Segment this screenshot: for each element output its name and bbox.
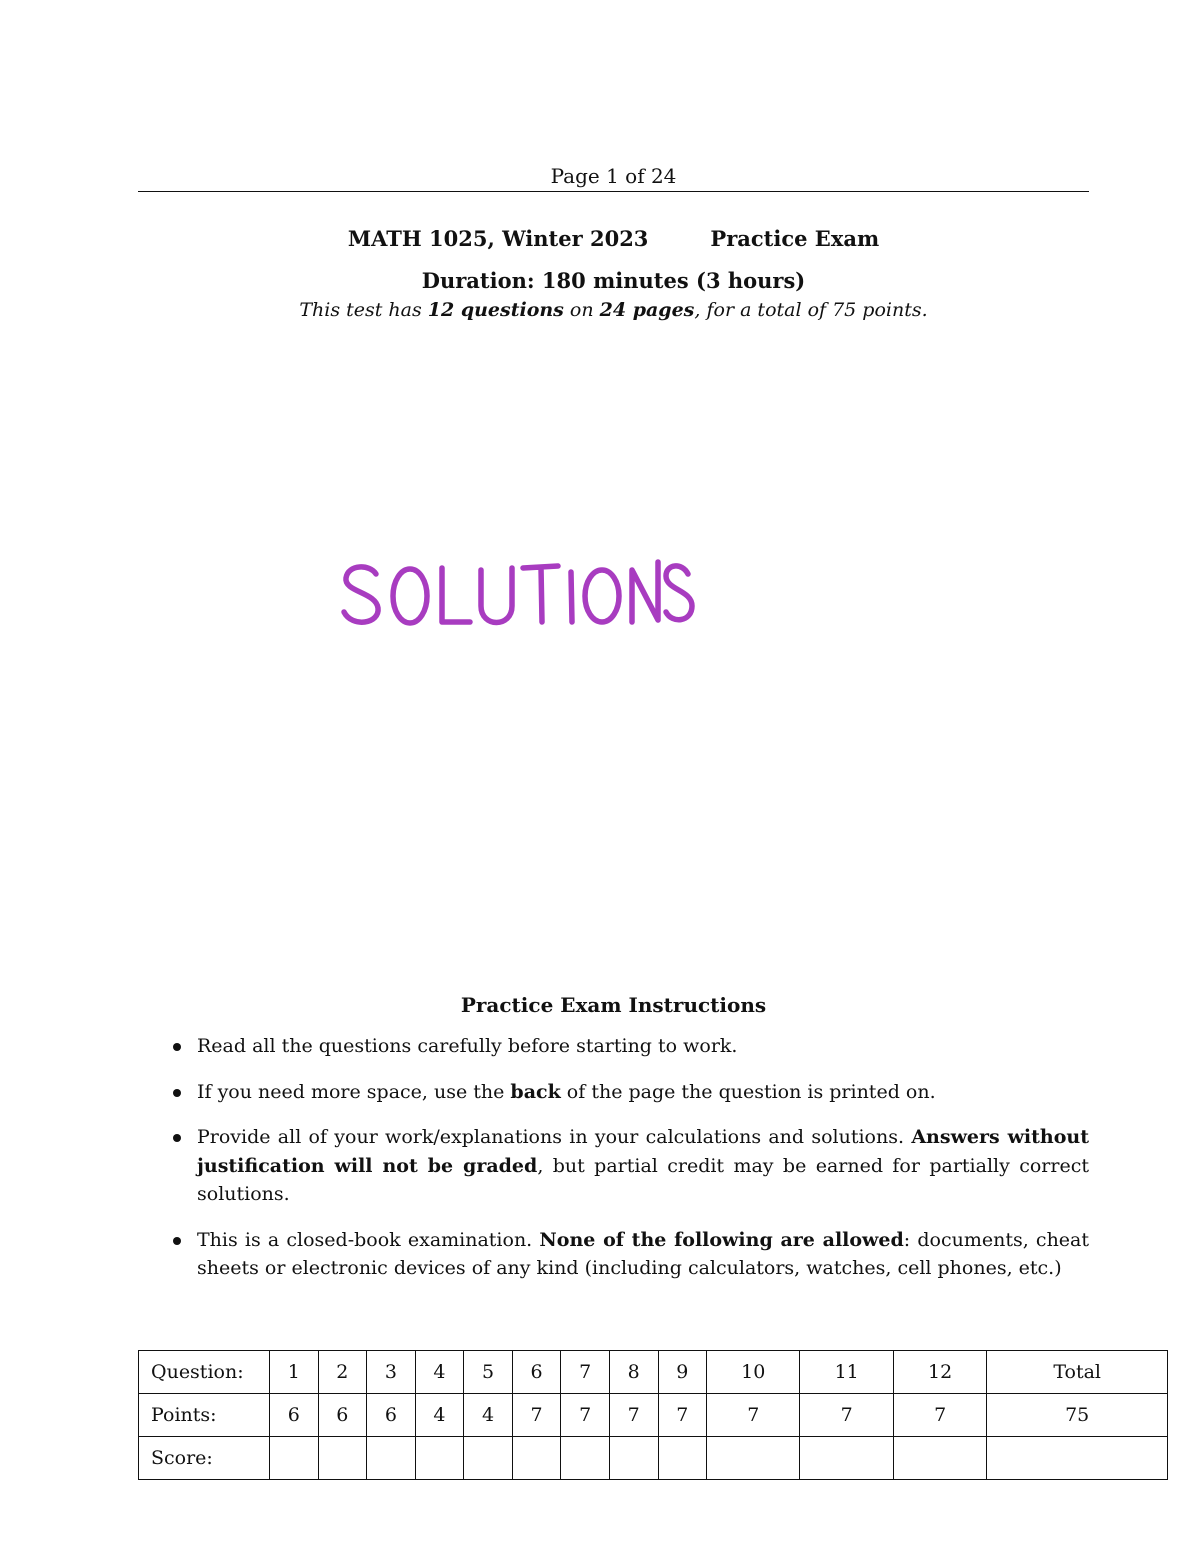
instruction-item: This is a closed-book examination. None of the following are allowed: documents, cheat sheets or electronic devices of any kind (including calculators, watches, cell phones, etc.)	[170, 1226, 1089, 1283]
points-cell: 7	[609, 1394, 658, 1437]
exam-duration: Duration: 180 minutes (3 hours)	[421, 268, 806, 293]
question-number: 3	[367, 1351, 416, 1394]
question-number: 12	[893, 1351, 986, 1394]
score-cell	[270, 1437, 319, 1480]
score-cell	[464, 1437, 513, 1480]
instruction-item: Provide all of your work/explanations in your calculations and solutions. Answers without justification will not be graded, but partial credit may be earned for partially correct solutions.	[170, 1123, 1089, 1209]
question-number: 5	[464, 1351, 513, 1394]
score-cell	[707, 1437, 800, 1480]
question-number: 7	[561, 1351, 610, 1394]
points-cell: 7	[561, 1394, 610, 1437]
question-number: 9	[658, 1351, 707, 1394]
bullet-icon	[173, 1043, 181, 1051]
score-cell	[800, 1437, 893, 1480]
row-label: Points:	[139, 1394, 270, 1437]
points-cell: 4	[415, 1394, 464, 1437]
points-cell: 7	[707, 1394, 800, 1437]
points-cell: 7	[512, 1394, 561, 1437]
score-cell	[415, 1437, 464, 1480]
points-total: 75	[987, 1394, 1168, 1437]
score-row	[139, 1437, 1168, 1480]
handwritten-solutions-stamp	[336, 548, 702, 634]
instructions-title: Practice Exam Instructions	[460, 993, 767, 1017]
exam-type: Practice Exam	[710, 226, 880, 251]
score-total	[987, 1437, 1168, 1480]
points-cell: 7	[658, 1394, 707, 1437]
score-cell	[561, 1437, 610, 1480]
row-label: Score:	[139, 1437, 270, 1480]
question-number: 8	[609, 1351, 658, 1394]
bullet-icon	[173, 1134, 181, 1142]
page-indicator: Page 1 of 24	[550, 164, 677, 188]
question-number: 2	[318, 1351, 367, 1394]
question-number: 4	[415, 1351, 464, 1394]
bullet-icon	[173, 1237, 181, 1245]
question-total-header: Total	[987, 1351, 1168, 1394]
instruction-item: If you need more space, use the back of the page the question is printed on.	[170, 1078, 1089, 1107]
points-cell: 7	[800, 1394, 893, 1437]
bullet-icon	[173, 1089, 181, 1097]
grade-table	[138, 1350, 1168, 1480]
points-cell: 6	[367, 1394, 416, 1437]
question-row	[139, 1351, 1168, 1394]
score-cell	[512, 1437, 561, 1480]
points-cell: 6	[270, 1394, 319, 1437]
course-name: MATH 1025, Winter 2023	[347, 226, 649, 251]
points-cell: 7	[893, 1394, 986, 1437]
instructions-list	[170, 1032, 1089, 1300]
score-cell	[609, 1437, 658, 1480]
score-cell	[893, 1437, 986, 1480]
instruction-item: Read all the questions carefully before starting to work.	[170, 1032, 1089, 1061]
exam-summary: This test has 12 questions on 24 pages, for a total of 75 points.	[299, 299, 928, 321]
score-cell	[658, 1437, 707, 1480]
score-cell	[367, 1437, 416, 1480]
header-rule	[138, 191, 1089, 192]
exam-title	[138, 224, 1089, 254]
row-label: Question:	[139, 1351, 270, 1394]
points-cell: 4	[464, 1394, 513, 1437]
question-number: 10	[707, 1351, 800, 1394]
points-cell: 6	[318, 1394, 367, 1437]
question-number: 6	[512, 1351, 561, 1394]
question-number: 11	[800, 1351, 893, 1394]
score-cell	[318, 1437, 367, 1480]
points-row	[139, 1394, 1168, 1437]
question-number: 1	[270, 1351, 319, 1394]
